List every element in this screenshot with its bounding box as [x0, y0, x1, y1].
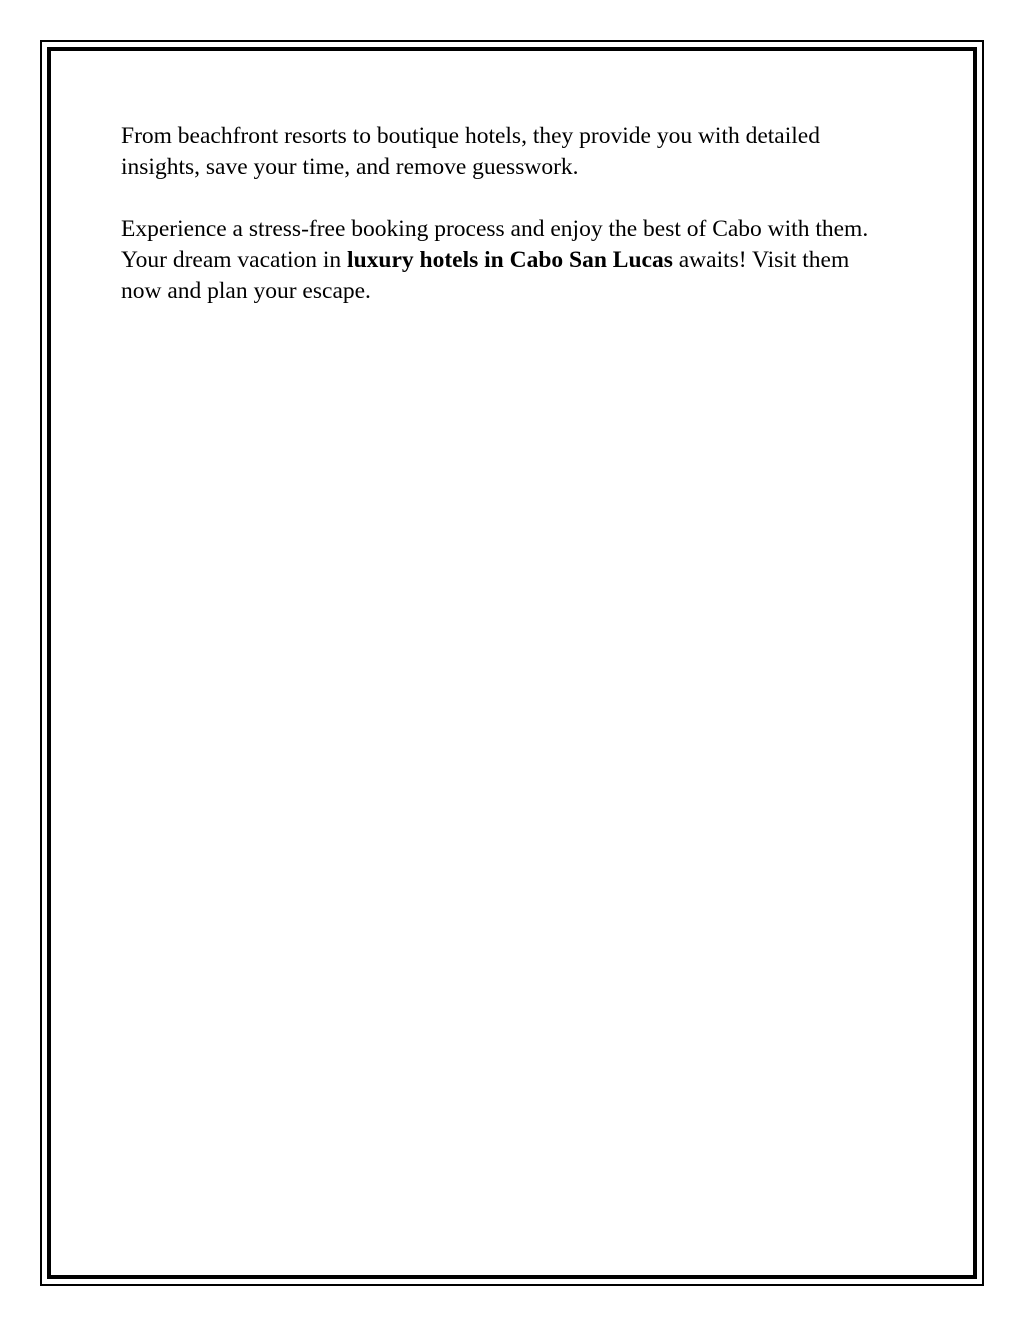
- keyword-luxury-hotels: luxury hotels in Cabo San Lucas: [347, 247, 673, 273]
- paragraph-cta-before: Experience a stress-free booking process and enjoy the best of Cabo with them. Your dream vacation in: [121, 216, 869, 273]
- paragraph-cta: [121, 214, 891, 307]
- paragraph-intro-text: From beachfront resorts to boutique hotels, they provide you with detailed insights, save your time, and remove guesswork.: [121, 123, 820, 180]
- paragraph-cta-after: awaits! Visit them now and plan your escape.: [121, 247, 850, 304]
- document-body: [121, 121, 891, 307]
- paragraph-intro: [121, 121, 891, 183]
